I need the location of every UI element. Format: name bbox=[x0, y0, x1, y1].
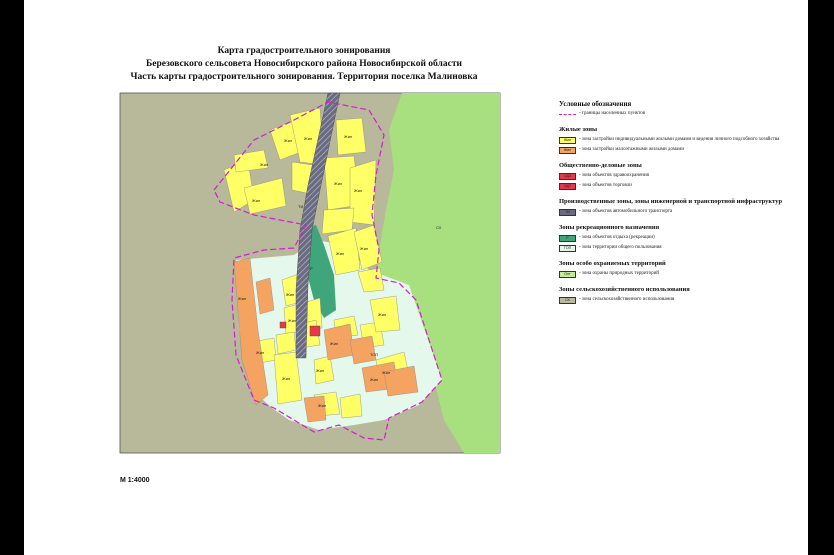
label-residential: Жил bbox=[318, 403, 327, 408]
legend-section-heading: Зоны особо охраняемых территорий bbox=[559, 260, 666, 267]
label-recreation: Р bbox=[310, 266, 313, 271]
legend-item-text: - зона застройки индивидуальными жилыми домами и ведения личного подсобного хозяйства bbox=[579, 137, 780, 142]
commercial-zone bbox=[310, 326, 320, 336]
label-residential: Жил bbox=[360, 246, 369, 251]
legend-swatch: ОДЗ bbox=[559, 173, 576, 180]
legend-item-text: - зона сельскохозяйственного использования bbox=[579, 297, 675, 302]
label-residential-lowrise: Жил bbox=[330, 341, 339, 346]
legend-item bbox=[559, 147, 804, 154]
legend-item-text: - зона объектов здравоохранения bbox=[579, 173, 649, 178]
legend-swatch: ТИ bbox=[559, 209, 576, 216]
legend-swatch: Опт bbox=[559, 271, 576, 278]
legend-item bbox=[559, 245, 804, 252]
label-residential: Жил bbox=[260, 162, 269, 167]
legend-boundary-row bbox=[559, 111, 804, 118]
label-residential: Жил bbox=[336, 251, 345, 256]
legend-section-heading: Общественно-деловые зоны bbox=[559, 162, 642, 169]
label-residential-lowrise: Жил bbox=[238, 296, 247, 301]
label-residential: Жил bbox=[304, 136, 313, 141]
legend-swatch: Жил bbox=[559, 147, 576, 154]
boundary-swatch bbox=[559, 111, 576, 118]
legend-item bbox=[559, 173, 804, 180]
legend-item bbox=[559, 235, 804, 242]
legend-swatch: СХ bbox=[559, 297, 576, 304]
legend-item-text: - зона застройки малоэтажными жилыми домами bbox=[579, 147, 685, 152]
legend-swatch: Жил bbox=[559, 137, 576, 144]
scale-label: М 1:4000 bbox=[120, 477, 150, 484]
label-residential: Жил bbox=[344, 134, 353, 139]
legend-swatch: ТОП bbox=[559, 245, 576, 252]
legend-item-text: - зона объектов отдыха (рекреации) bbox=[579, 235, 655, 240]
legend-section-heading: Зоны рекреационного назначения bbox=[559, 224, 660, 231]
legend-section-heading: Производственные зоны, зоны инженерной и транспортной инфраструктур bbox=[559, 198, 783, 205]
label-residential: Жил bbox=[284, 138, 293, 143]
legend-item bbox=[559, 183, 804, 190]
legend-swatch: Р bbox=[559, 235, 576, 242]
label-residential: Жил bbox=[378, 312, 387, 317]
legend-item bbox=[559, 297, 804, 304]
legend-boundary-text: - границы населенных пунктов bbox=[579, 111, 646, 116]
label-residential: Жил bbox=[316, 368, 325, 373]
legend-title: Условные обозначения bbox=[559, 100, 632, 108]
map-sheet bbox=[24, 0, 808, 555]
label-residential: Жил bbox=[256, 350, 265, 355]
map-title-line-1: Карта градостроительного зонирования bbox=[217, 46, 391, 56]
label-residential: Жил bbox=[382, 370, 391, 375]
legend-section-heading: Зоны сельскохозяйственного использования bbox=[559, 286, 690, 293]
legend-item bbox=[559, 209, 804, 216]
legend-item-text: - зона объектов автомобильного транспорта bbox=[579, 209, 673, 214]
label-agricultural: СХ bbox=[436, 225, 442, 230]
map-title-line-3: Часть карты градостроительного зонирования. Территория поселка Малиновка bbox=[130, 72, 478, 82]
label-residential: Жил bbox=[334, 181, 343, 186]
label-transport: ТИ bbox=[298, 204, 304, 209]
label-residential: Жил bbox=[286, 292, 295, 297]
label-residential: Жил bbox=[282, 376, 291, 381]
legend-sections bbox=[559, 126, 804, 304]
legend-item bbox=[559, 271, 804, 278]
label-residential-lowrise: Жил bbox=[370, 377, 379, 382]
legend-section-heading: Жилые зоны bbox=[559, 126, 598, 133]
label-public-area: ТОП bbox=[370, 352, 379, 357]
legend-item bbox=[559, 137, 804, 144]
healthcare-zone bbox=[280, 322, 286, 328]
map-legend bbox=[559, 100, 804, 304]
map-title-line-2: Березовского сельсовета Новосибирского района Новосибирской области bbox=[146, 59, 462, 69]
legend-item-text: - зона территории общего пользования bbox=[579, 245, 662, 250]
label-residential: Жил bbox=[354, 188, 363, 193]
label-residential: Жил bbox=[252, 198, 261, 203]
legend-item-text: - зона охраны природных территорий bbox=[579, 271, 659, 276]
legend-item-text: - зона объектов торговли bbox=[579, 183, 632, 188]
legend-swatch: ОДТ bbox=[559, 183, 576, 190]
label-residential: Жил bbox=[288, 318, 297, 323]
